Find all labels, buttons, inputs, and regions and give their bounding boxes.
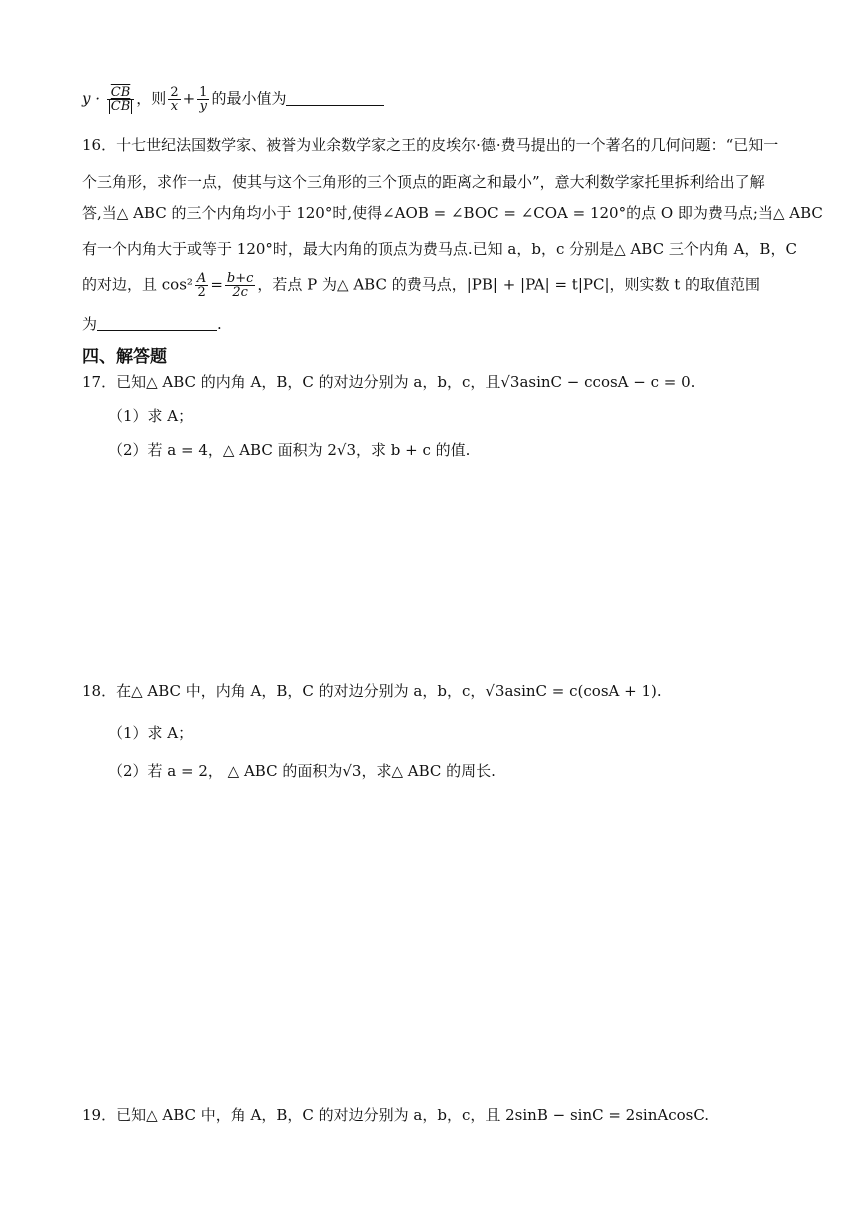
q16-line5: 的对边，且 cos² $\frac{A}{2}$ = $\frac{b+c}{2c}$ ，若点 P 为△ ABC 的费马点，|PB| + |PA| = t|PC|，则实数 t 的取值范围 xyxy=(82,271,761,300)
vector-fraction xyxy=(107,86,135,113)
fraction-1-over-y: $\frac{1}{y}$ xyxy=(199,85,208,114)
q16-line6: 为 . xyxy=(82,315,222,333)
fraction-2-over-x: $\frac{2}{x}$ xyxy=(170,85,179,114)
q15-text1: ，则 xyxy=(136,89,167,108)
q18-stem: 18．在△ ABC 中，内角 A，B，C 的对边分别为 a，b，c，√3asinC = c(cosA + 1). xyxy=(82,682,662,700)
fraction-bc-over-2c: $\frac{b+c}{2c}$ xyxy=(226,271,254,300)
q15-tail: y · $\frac{\overline{CB}}{CB}$ ，则 $\frac{2}{x}$ + $\frac{1}{y}$ 的最小值为 xyxy=(82,86,384,113)
q15-prefix: y · xyxy=(82,89,101,108)
q19-stem: 19．已知△ ABC 中，角 A，B，C 的对边分别为 a，b，c，且 2sinB − sinC = 2sinAcosC. xyxy=(82,1106,710,1124)
answer-blank-q16[interactable] xyxy=(97,314,217,331)
q16-line2: 个三角形，求作一点，使其与这个三角形的三个顶点的距离之和最小”，意大利数学家托里拆利给出了解 xyxy=(82,173,765,191)
section-title: 四、解答题 xyxy=(82,347,167,367)
q16-line1: 16．十七世纪法国数学家、被誉为业余数学家之王的皮埃尔·德·费马提出的一个著名的几何问题：“已知一 xyxy=(82,136,779,154)
q17-stem: 17．已知△ ABC 的内角 A，B，C 的对边分别为 a，b，c，且√3asinC − ccosA − c = 0. xyxy=(82,373,696,391)
q16-line4: 有一个内角大于或等于 120°时，最大内角的顶点为费马点.已知 a，b，c 分别是△ ABC 三个内角 A，B，C xyxy=(82,240,797,258)
q18-part1: （1）求 A； xyxy=(108,724,194,742)
vector-denominator: CB xyxy=(110,99,131,114)
fraction-a-over-2: $\frac{A}{2}$ xyxy=(196,271,207,300)
vector-numerator: $\overline{CB}$ xyxy=(107,86,135,100)
q18-part2: （2）若 a = 2， △ ABC 的面积为√3，求△ ABC 的周长. xyxy=(108,762,496,780)
q15-text2: 的最小值为 xyxy=(211,89,287,108)
q16-line3: 答,当△ ABC 的三个内角均小于 120°时,使得∠AOB = ∠BOC = ∠COA = 120°的点 O 即为费马点;当△ ABC xyxy=(82,204,823,222)
answer-blank-q15[interactable] xyxy=(286,89,384,106)
q17-part1: （1）求 A； xyxy=(108,407,194,425)
q17-part2: （2）若 a = 4，△ ABC 面积为 2√3，求 b + c 的值. xyxy=(108,441,471,459)
